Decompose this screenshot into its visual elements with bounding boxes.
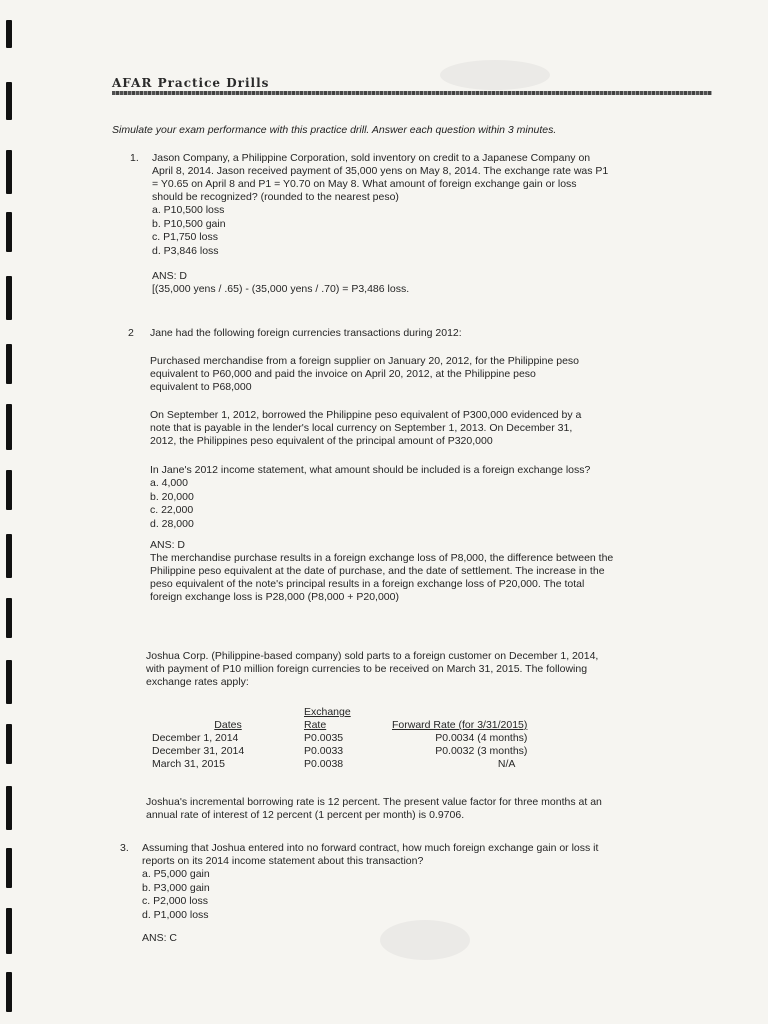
text-line: = Y0.65 on April 8 and P1 = Y0.70 on May 8. What amount of foreign exchange gain or loss bbox=[152, 178, 577, 190]
question-number: 1. bbox=[130, 152, 139, 164]
options-list bbox=[152, 204, 712, 258]
text-line: Purchased merchandise from a foreign supplier on January 20, 2012, for the Philippine peso bbox=[150, 355, 580, 367]
table-cell: P0.0038 bbox=[304, 758, 344, 770]
joshua-case bbox=[146, 650, 711, 689]
text-line: annual rate of interest of 12 percent (1 percent per month) is 0.9706. bbox=[146, 809, 465, 821]
text-line: 2012, the Philippines peso equivalent of the principal amount of P320,000 bbox=[150, 435, 493, 447]
question-text: In Jane's 2012 income statement, what amount should be included is a foreign exchange loss? bbox=[150, 464, 591, 476]
joshua-note bbox=[146, 796, 711, 822]
table-header: Dates bbox=[214, 719, 242, 731]
option-c: c. P2,000 loss bbox=[142, 895, 208, 907]
options-list bbox=[150, 477, 710, 531]
binding-marks bbox=[0, 0, 20, 1024]
text-line: On September 1, 2012, borrowed the Philippine peso equivalent of P300,000 evidenced by a bbox=[150, 409, 582, 421]
header-rule bbox=[112, 91, 712, 95]
text-line: equivalent to P60,000 and paid the invoice on April 20, 2012, at the Philippine peso bbox=[150, 368, 536, 380]
option-b: b. 20,000 bbox=[150, 490, 194, 503]
text-line: peso equivalent of the note's principal results in a foreign exchange loss of P20,000. The total bbox=[150, 578, 585, 590]
text-line: Jason Company, a Philippine Corporation, sold inventory on credit to a Japanese Company on bbox=[152, 152, 591, 164]
question-2 bbox=[128, 327, 710, 604]
text-line: Philippine peso equivalent at the date of purchase, and the date of settlement. The increase in the bbox=[150, 565, 605, 577]
text-line: Joshua's incremental borrowing rate is 12 percent. The present value factor for three months at an bbox=[146, 796, 602, 808]
table-header: Exchange bbox=[304, 706, 351, 718]
table-cell: December 31, 2014 bbox=[152, 745, 245, 757]
text-line: reports on its 2014 income statement about this transaction? bbox=[142, 855, 424, 867]
text-line: note that is payable in the lender's local currency on September 1, 2013. On December 31, bbox=[150, 422, 573, 434]
table-cell: N/A bbox=[497, 758, 516, 770]
answer-label: ANS: D bbox=[152, 270, 188, 282]
table-header: Rate bbox=[304, 719, 327, 731]
text-line: with payment of P10 million foreign currencies to be received on March 31, 2015. The following bbox=[146, 663, 588, 675]
answer-label: ANS: D bbox=[150, 539, 186, 551]
instructions: Simulate your exam performance with this practice drill. Answer each question within 3 minutes. bbox=[112, 124, 557, 136]
table-cell: March 31, 2015 bbox=[152, 758, 225, 770]
text-line: April 8, 2014. Jason received payment of 35,000 yens on May 8, 2014. The exchange rate was P1 bbox=[152, 165, 609, 177]
option-b: b. P3,000 gain bbox=[142, 881, 210, 894]
option-a: a. P5,000 gain bbox=[142, 868, 210, 880]
option-d: d. P3,846 loss bbox=[152, 244, 219, 257]
transaction-1 bbox=[150, 355, 710, 394]
transaction-2 bbox=[150, 409, 710, 448]
text-line: Joshua Corp. (Philippine-based company) sold parts to a foreign customer on December 1, 2014, bbox=[146, 650, 599, 662]
table-row bbox=[152, 745, 527, 758]
text-line: should be recognized? (rounded to the nearest peso) bbox=[152, 191, 399, 203]
text-line: The merchandise purchase results in a foreign exchange loss of P8,000, the difference between the bbox=[150, 552, 614, 564]
option-b: b. P10,500 gain bbox=[152, 217, 226, 230]
answer-label: ANS: C bbox=[142, 932, 178, 944]
question-text bbox=[152, 152, 712, 204]
text-line: Assuming that Joshua entered into no forward contract, how much foreign exchange gain or loss it bbox=[142, 842, 599, 854]
text-line: foreign exchange loss is P28,000 (P8,000 + P20,000) bbox=[150, 591, 399, 603]
table-header: Forward Rate (for 3/31/2015) bbox=[392, 719, 528, 731]
question-intro: Jane had the following foreign currencies transactions during 2012: bbox=[150, 327, 462, 339]
table-cell: P0.0032 (3 months) bbox=[435, 745, 528, 757]
text-line: exchange rates apply: bbox=[146, 676, 249, 688]
option-d: d. 28,000 bbox=[150, 517, 194, 530]
table-cell: P0.0034 (4 months) bbox=[435, 732, 528, 744]
table-row bbox=[152, 732, 527, 745]
text-line: equivalent to P68,000 bbox=[150, 381, 252, 393]
question-number: 2 bbox=[128, 327, 134, 339]
answer-explanation: [(35,000 yens / .65) - (35,000 yens / .70) = P3,486 loss. bbox=[152, 283, 410, 295]
option-c: c. 22,000 bbox=[150, 504, 194, 516]
question-number: 3. bbox=[120, 842, 129, 854]
option-a: a. P10,500 loss bbox=[152, 204, 225, 216]
exchange-rates-table bbox=[152, 706, 527, 771]
option-a: a. 4,000 bbox=[150, 477, 188, 489]
option-d: d. P1,000 loss bbox=[142, 908, 209, 921]
page-title: AFAR Practice Drills bbox=[112, 76, 270, 90]
table-cell: P0.0035 bbox=[304, 732, 344, 744]
question-3 bbox=[120, 842, 712, 945]
table-row bbox=[152, 758, 527, 771]
options-list bbox=[142, 868, 712, 922]
table-cell: P0.0033 bbox=[304, 745, 344, 757]
option-c: c. P1,750 loss bbox=[152, 231, 218, 243]
question-1 bbox=[130, 152, 712, 296]
answer-explanation bbox=[150, 552, 710, 604]
table-cell: December 1, 2014 bbox=[152, 732, 239, 744]
